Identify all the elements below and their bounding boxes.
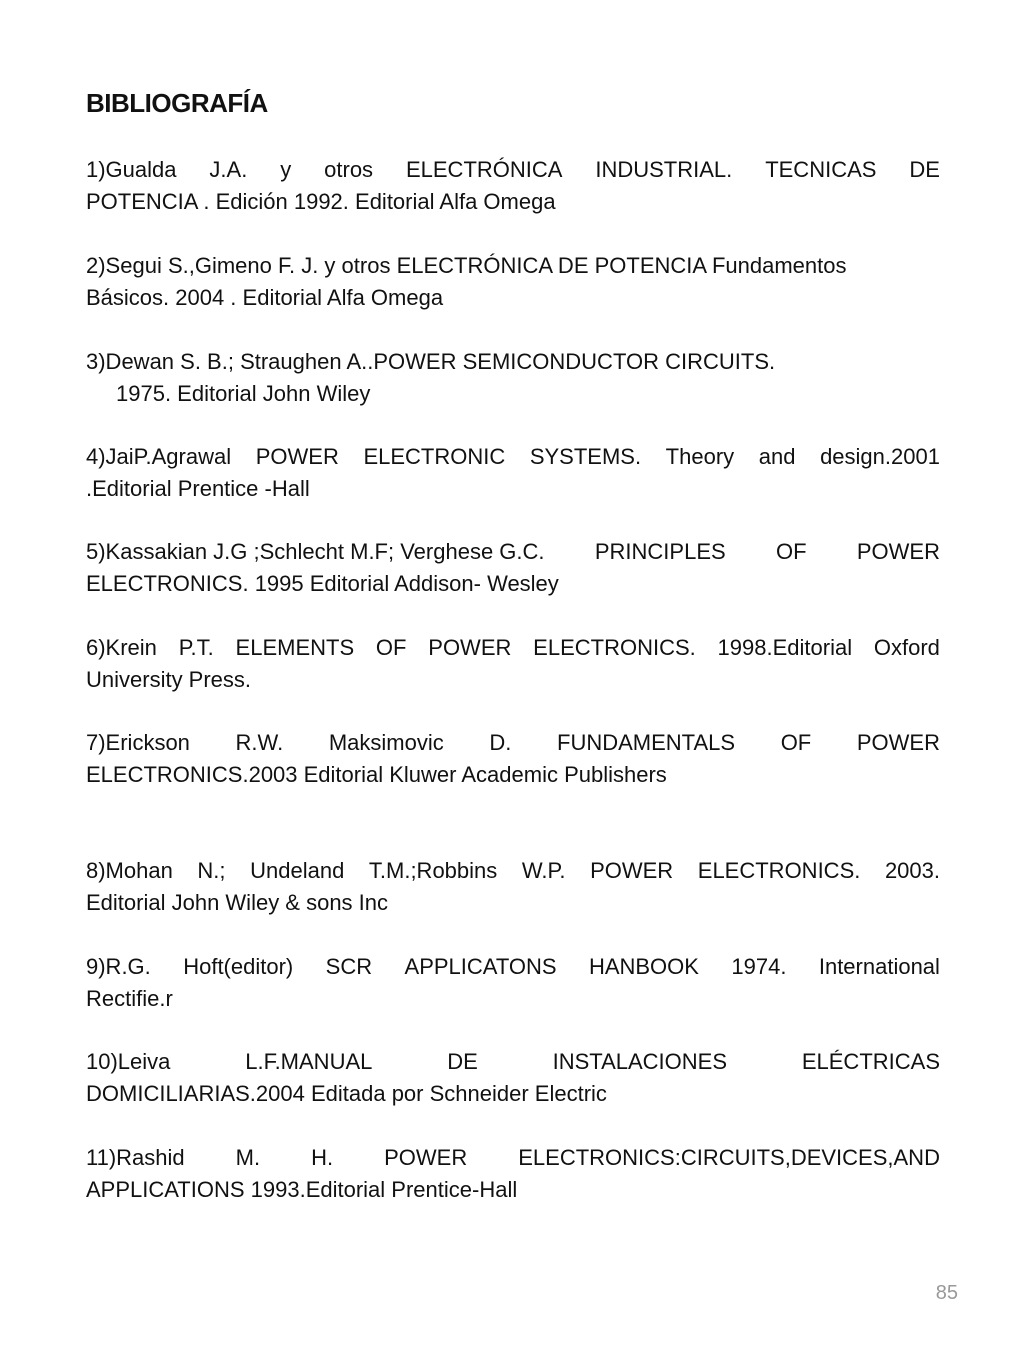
entry-word: FUNDAMENTALS <box>557 730 736 755</box>
entry-line <box>86 727 940 759</box>
entry-line <box>86 154 940 186</box>
bibliography-entry <box>86 154 940 218</box>
entry-word: 10)Leiva <box>86 1049 171 1074</box>
entry-word: and <box>758 444 796 469</box>
bibliography-entry <box>86 632 940 696</box>
bibliography-entry <box>86 536 940 600</box>
bibliography-entry <box>86 1046 940 1110</box>
entry-word: ELECTRÓNICA <box>405 157 563 182</box>
entry-line: APPLICATIONS 1993.Editorial Prentice-Hall <box>86 1177 518 1202</box>
entry-word: Theory <box>665 444 735 469</box>
entry-word: HANBOOK <box>588 954 699 979</box>
entry-word: y <box>280 157 292 182</box>
entry-word: INDUSTRIAL. <box>595 157 733 182</box>
entry-word: INSTALACIONES <box>552 1049 728 1074</box>
entry-line <box>86 536 940 568</box>
entry-line: ELECTRONICS. 1995 Editorial Addison- Wesley <box>86 571 559 596</box>
entry-line: Rectifie.r <box>86 986 173 1011</box>
entry-word: 5)Kassakian J.G ;Schlecht M.F; Verghese G.C. <box>86 539 545 564</box>
entry-word: W.P. <box>521 858 566 883</box>
bibliography-entry <box>86 951 940 1015</box>
entry-word: POWER <box>384 1145 468 1170</box>
entry-word: ELECTRONICS:CIRCUITS,DEVICES,AND <box>518 1145 940 1170</box>
entry-word: POWER <box>856 539 940 564</box>
entry-word: OF <box>775 539 807 564</box>
entry-word: PRINCIPLES <box>594 539 726 564</box>
bibliography-entry <box>86 250 940 314</box>
entry-word: POWER <box>590 858 674 883</box>
bibliography-entry <box>86 727 940 791</box>
entry-word: D. <box>489 730 512 755</box>
entry-word: ELECTRONICS. <box>533 635 696 660</box>
entry-word: Maksimovic <box>328 730 444 755</box>
entry-word: APPLICATONS <box>404 954 557 979</box>
entry-line <box>86 632 940 664</box>
entry-line: DOMICILIARIAS.2004 Editada por Schneider Electric <box>86 1081 607 1106</box>
entry-word: N.; <box>197 858 226 883</box>
entry-line <box>86 1142 940 1174</box>
entry-line: Editorial John Wiley & sons Inc <box>86 890 389 915</box>
entry-word: ELECTRONIC <box>363 444 506 469</box>
entry-word: 1)Gualda <box>86 157 177 182</box>
entry-word: 1998.Editorial <box>717 635 853 660</box>
entry-word: 2003. <box>884 858 940 883</box>
entry-line: .Editorial Prentice -Hall <box>86 476 310 501</box>
entry-word: International <box>818 954 940 979</box>
entry-word: H. <box>311 1145 334 1170</box>
entry-line: Básicos. 2004 . Editorial Alfa Omega <box>86 285 444 310</box>
entry-line <box>86 855 940 887</box>
entry-word: 7)Erickson <box>86 730 190 755</box>
entry-line: University Press. <box>86 667 252 692</box>
entry-word: M. <box>235 1145 261 1170</box>
entry-word: POWER <box>428 635 512 660</box>
entry-word: R.W. <box>235 730 284 755</box>
bibliography-entry <box>86 855 940 919</box>
entry-line: 2)Segui S.,Gimeno F. J. y otros ELECTRÓNICA DE POTENCIA Fundamentos <box>86 253 847 278</box>
entry-word: DE <box>447 1049 478 1074</box>
entry-word: Hoft(editor) <box>183 954 294 979</box>
entry-word: L.F.MANUAL <box>245 1049 373 1074</box>
entry-line: ELECTRONICS.2003 Editorial Kluwer Academic Publishers <box>86 762 667 787</box>
bibliography-entry <box>86 441 940 505</box>
bibliography-entry <box>86 346 940 410</box>
entry-word: T.M.;Robbins <box>368 858 498 883</box>
entry-line <box>86 951 940 983</box>
entry-word: design.2001 <box>820 444 940 469</box>
entry-word: 1974. <box>731 954 787 979</box>
entry-word: OF <box>375 635 407 660</box>
entry-word: otros <box>324 157 374 182</box>
entry-word: POWER <box>255 444 339 469</box>
entry-word: 6)Krein <box>86 635 157 660</box>
entry-word: SYSTEMS. <box>529 444 642 469</box>
entry-word: Undeland <box>250 858 345 883</box>
entry-word: 4)JaiP.Agrawal <box>86 444 232 469</box>
entry-word: ELÉCTRICAS <box>801 1049 940 1074</box>
entry-word: SCR <box>325 954 373 979</box>
entry-line <box>86 1046 940 1078</box>
page-number: 85 <box>935 1282 958 1304</box>
entry-word: OF <box>780 730 812 755</box>
entry-word: ELEMENTS <box>235 635 355 660</box>
bibliography-entry <box>86 1142 940 1206</box>
entry-line: 3)Dewan S. B.; Straughen A..POWER SEMICONDUCTOR CIRCUITS. <box>86 349 776 374</box>
entry-word: POWER <box>856 730 940 755</box>
entry-word: P.T. <box>178 635 214 660</box>
entry-line <box>86 441 940 473</box>
page-title: BIBLIOGRAFÍA <box>86 88 268 118</box>
entry-word: 9)R.G. <box>86 954 151 979</box>
entry-line: 1975. Editorial John Wiley <box>116 381 371 406</box>
entry-word: ELECTRONICS. <box>697 858 861 883</box>
entry-word: Oxford <box>873 635 940 660</box>
entry-word: 8)Mohan <box>86 858 173 883</box>
entry-line: POTENCIA . Edición 1992. Editorial Alfa Omega <box>86 189 556 214</box>
entry-word: 11)Rashid <box>86 1145 185 1170</box>
entry-word: J.A. <box>209 157 248 182</box>
entry-word: TECNICAS <box>765 157 877 182</box>
entry-word: DE <box>909 157 940 182</box>
